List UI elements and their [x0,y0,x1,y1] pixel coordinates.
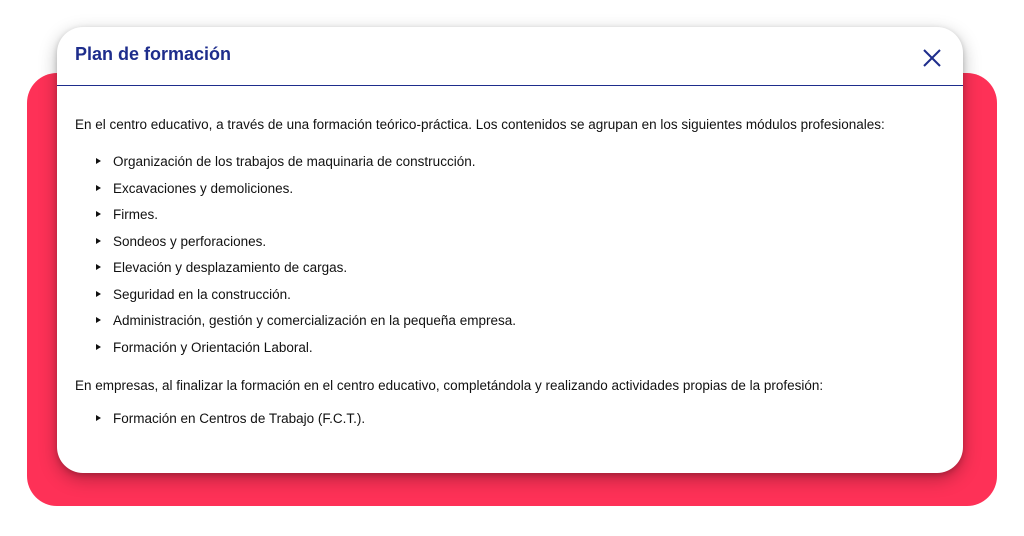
dialog-title: Plan de formación [75,44,232,64]
list-item: Formación y Orientación Laboral. [75,338,957,365]
close-button[interactable] [921,47,943,69]
list-item: Administración, gestión y comercialización en la pequeña empresa. [75,311,957,338]
company-module-list [75,409,957,436]
list-item: Firmes. [75,205,957,232]
list-item: Formación en Centros de Trabajo (F.C.T.). [75,409,957,436]
module-list [75,152,957,364]
list-item: Elevación y desplazamiento de cargas. [75,258,957,285]
dialog-header [57,27,963,86]
training-plan-dialog [57,27,963,473]
list-item: Excavaciones y demoliciones. [75,179,957,206]
list-item: Organización de los trabajos de maquinaria de construcción. [75,152,957,179]
company-training-text: En empresas, al finalizar la formación en el centro educativo, completándola y realizando actividades propias de la profesión: [75,378,824,393]
close-icon[interactable] [921,47,943,69]
list-item: Seguridad en la construcción. [75,285,957,312]
dialog-content [75,115,957,448]
intro-text: En el centro educativo, a través de una formación teórico-práctica. Los contenidos se agrupan en los siguientes módulos profesionales: [75,117,885,132]
list-item: Sondeos y perforaciones. [75,232,957,259]
